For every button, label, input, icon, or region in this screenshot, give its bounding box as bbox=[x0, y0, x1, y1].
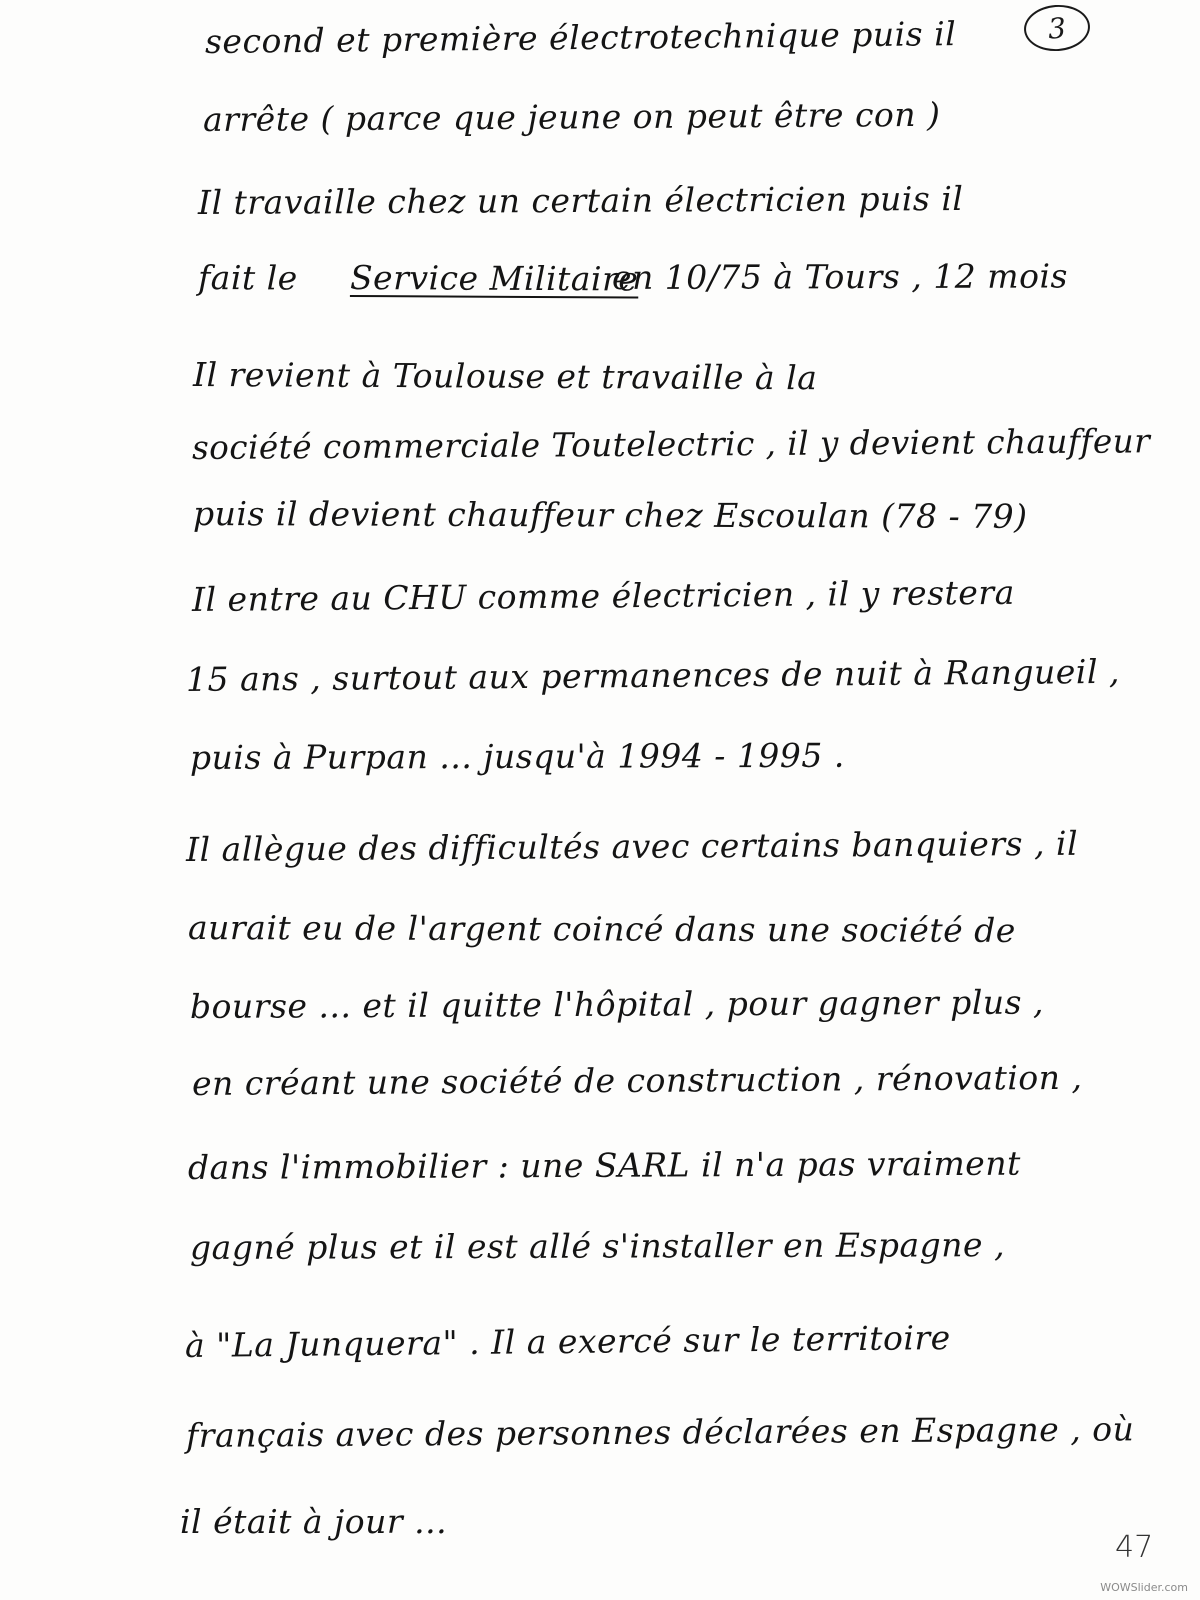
handwritten-line-6: société commerciale Toutelectric , il y devient chauffeur bbox=[191, 421, 1151, 467]
circled-page-number-text: 3 bbox=[1046, 10, 1068, 46]
handwritten-line-17: à "La Junquera" . Il a exercé sur le territoire bbox=[184, 1317, 951, 1365]
handwritten-line-4-end: en 10/75 à Tours , 12 mois bbox=[611, 256, 1068, 297]
handwritten-line-9: 15 ans , surtout aux permanences de nuit à Rangueil , bbox=[185, 651, 1121, 699]
handwritten-line-18: français avec des personnes déclarées en Espagne , où bbox=[185, 1409, 1135, 1455]
handwritten-line-15: dans l'immobilier : une SARL il n'a pas vraiment bbox=[187, 1143, 1021, 1187]
watermark: WOWSlider.com bbox=[1100, 1581, 1188, 1594]
handwritten-line-11: Il allègue des difficultés avec certains banquiers , il bbox=[185, 823, 1079, 869]
handwritten-line-7: puis il devient chauffeur chez Escoulan (78 - 79) bbox=[192, 494, 1028, 536]
handwritten-line-19: il était à jour ... bbox=[180, 1502, 448, 1541]
handwritten-line-4-start: fait le bbox=[197, 258, 298, 298]
circled-page-number bbox=[1022, 3, 1091, 53]
handwritten-line-3: Il travaille chez un certain électricien puis il bbox=[197, 178, 964, 222]
handwritten-line-14: en créant une société de construction , rénovation , bbox=[191, 1057, 1083, 1103]
handwritten-line-12: aurait eu de l'argent coincé dans une société de bbox=[187, 908, 1016, 950]
handwritten-line-16: gagné plus et il est allé s'installer en Espagne , bbox=[189, 1225, 1006, 1267]
handwritten-line-2: arrête ( parce que jeune on peut être con ) bbox=[202, 94, 941, 139]
handwritten-line-13: bourse ... et il quitte l'hôpital , pour gagner plus , bbox=[189, 982, 1045, 1026]
handwritten-line-10: puis à Purpan ... jusqu'à 1994 - 1995 . bbox=[189, 735, 845, 777]
folio-number: 47 bbox=[1115, 1530, 1154, 1565]
underlined-service-militaire: Service Militaire bbox=[349, 258, 639, 299]
handwritten-line-1: second et première électrotechnique puis il bbox=[204, 14, 957, 61]
handwritten-line-5: Il revient à Toulouse et travaille à la bbox=[192, 355, 818, 398]
handwritten-line-8: Il entre au CHU comme électricien , il y restera bbox=[191, 572, 1015, 619]
